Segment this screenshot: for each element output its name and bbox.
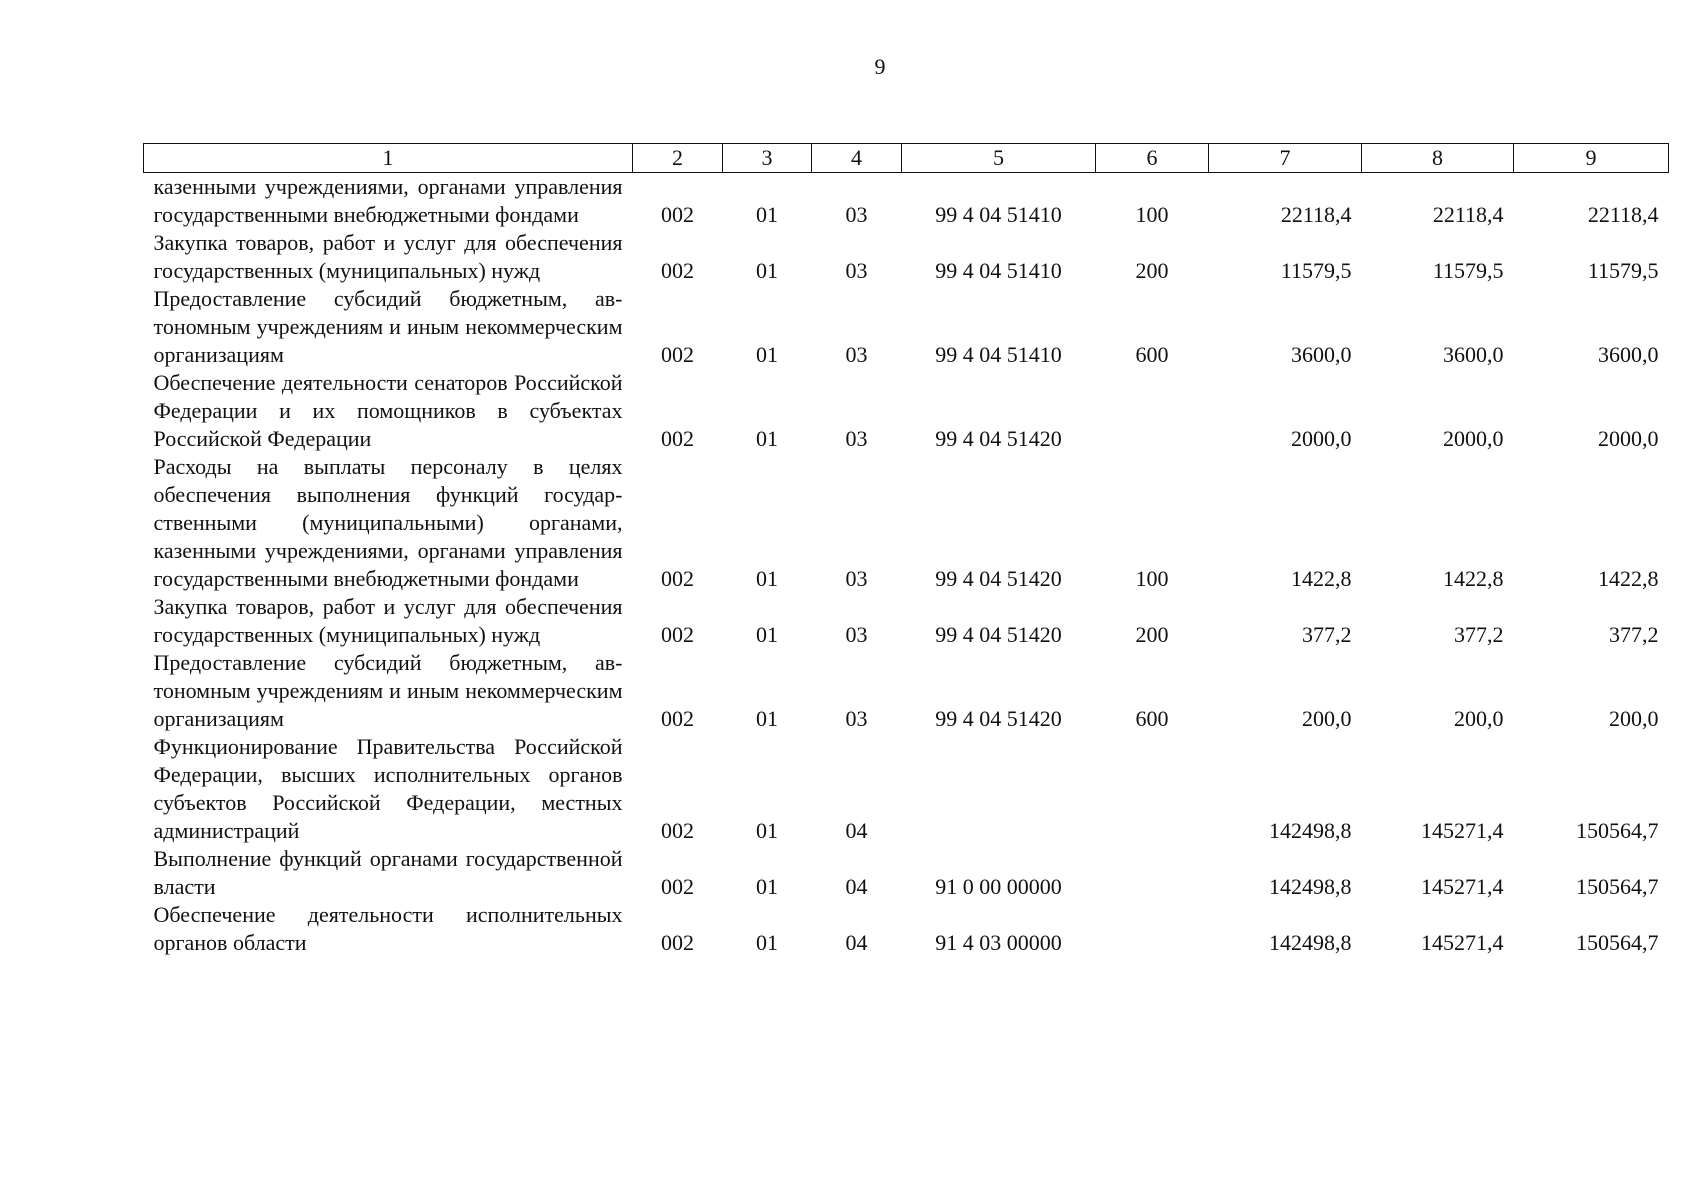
expense-name: Закупка товаров, работ и услуг для обеспечения государственных (муниципальных) нужд: [153, 594, 623, 647]
section-code: 01: [756, 930, 778, 955]
target-article-code: 99 4 04 51420: [935, 706, 1062, 731]
table-row: [144, 733, 1669, 845]
expense-name: Обеспечение деятельности сенаторов Российской Федерации и их помощников в субъектах Российской Федерации: [153, 370, 623, 451]
amount-col7: 200,0: [1302, 706, 1352, 731]
amount-col7: 142498,8: [1269, 818, 1352, 843]
subsection-code: 03: [845, 622, 868, 647]
subsection-code: 03: [845, 426, 868, 451]
expense-type-code: [1096, 369, 1209, 453]
expense-type-code: [1096, 901, 1209, 957]
column-header: 7: [1209, 144, 1362, 173]
amount-col9: 11579,5: [1587, 258, 1659, 283]
amount-col9: 1422,8: [1598, 566, 1659, 591]
amount-col8: 2000,0: [1443, 426, 1504, 451]
subsection-code: 03: [845, 706, 868, 731]
target-article-code: 99 4 04 51420: [935, 566, 1062, 591]
expense-type-code: 600: [1135, 706, 1169, 731]
subsection-code: 04: [845, 874, 868, 899]
ministry-code: 002: [661, 342, 694, 367]
target-article-code: 91 4 03 00000: [935, 930, 1062, 955]
expense-name: Выполнение функций органами государственной власти: [153, 846, 623, 899]
ministry-code: 002: [661, 202, 694, 227]
expense-type-code: 600: [1135, 342, 1169, 367]
ministry-code: 002: [661, 874, 694, 899]
amount-col7: 11579,5: [1280, 258, 1352, 283]
ministry-code: 002: [661, 258, 694, 283]
column-header: 9: [1514, 144, 1669, 173]
column-header: 8: [1362, 144, 1514, 173]
amount-col9: 3600,0: [1598, 342, 1659, 367]
section-code: 01: [756, 426, 778, 451]
ministry-code: 002: [661, 706, 694, 731]
table-row: [144, 453, 1669, 593]
amount-col8: 145271,4: [1421, 818, 1504, 843]
section-code: 01: [756, 342, 778, 367]
column-header: 2: [633, 144, 723, 173]
expense-type-code: [1096, 733, 1209, 845]
target-article-code: 99 4 04 51420: [935, 622, 1062, 647]
expense-type-code: 200: [1135, 622, 1169, 647]
ministry-code: 002: [661, 566, 694, 591]
amount-col7: 3600,0: [1291, 342, 1352, 367]
expense-type-code: 100: [1135, 202, 1169, 227]
expense-name: Расходы на выплаты персоналу в целях обеспечения выполнения функций государственными (муниципальными) органами, казенными учреждениями, органами управления государственными внебюджетными фондами: [153, 454, 623, 591]
page-number: 9: [874, 54, 886, 79]
amount-col8: 1422,8: [1443, 566, 1504, 591]
table-row: [144, 285, 1669, 369]
table-row: [144, 593, 1669, 649]
amount-col7: 142498,8: [1269, 874, 1352, 899]
amount-col7: 22118,4: [1280, 202, 1352, 227]
target-article-code: 91 0 00 00000: [935, 874, 1062, 899]
expense-name: Закупка товаров, работ и услуг для обеспечения государственных (муниципальных) нужд: [153, 230, 623, 283]
amount-col8: 377,2: [1454, 622, 1504, 647]
expense-type-code: 200: [1135, 258, 1169, 283]
amount-col8: 11579,5: [1432, 258, 1504, 283]
amount-col9: 200,0: [1609, 706, 1659, 731]
amount-col9: 377,2: [1609, 622, 1659, 647]
section-code: 01: [756, 622, 778, 647]
column-header: 4: [812, 144, 902, 173]
ministry-code: 002: [661, 622, 694, 647]
column-header: 5: [902, 144, 1096, 173]
amount-col8: 3600,0: [1443, 342, 1504, 367]
column-header: 1: [144, 144, 633, 173]
expense-name: Предоставление субсидий бюджетным, автономным учреждениям и иным некоммерческим организациям: [153, 650, 623, 731]
amount-col9: 2000,0: [1598, 426, 1659, 451]
table-row: [144, 649, 1669, 733]
expense-name: казенными учреждениями, органами управления государственными внебюджетными фондами: [153, 174, 623, 227]
ministry-code: 002: [661, 426, 694, 451]
expense-name: Предоставление субсидий бюджетным, автономным учреждениям и иным некоммерческим организациям: [153, 286, 623, 367]
section-code: 01: [756, 874, 778, 899]
expense-name: Обеспечение деятельности исполнительных органов области: [153, 902, 623, 955]
subsection-code: 04: [845, 818, 868, 843]
amount-col7: 142498,8: [1269, 930, 1352, 955]
amount-col7: 377,2: [1302, 622, 1352, 647]
target-article-code: 99 4 04 51420: [935, 426, 1062, 451]
amount-col9: 150564,7: [1576, 930, 1659, 955]
section-code: 01: [756, 566, 778, 591]
subsection-code: 04: [845, 930, 868, 955]
amount-col7: 1422,8: [1291, 566, 1352, 591]
subsection-code: 03: [845, 202, 868, 227]
table-row: [144, 901, 1669, 957]
subsection-code: 03: [845, 566, 868, 591]
table-row: [144, 173, 1669, 230]
expense-name: Функционирование Правительства Российской Федерации, высших исполнительных органов субъектов Российской Федерации, местных администраций: [153, 734, 623, 843]
amount-col7: 2000,0: [1291, 426, 1352, 451]
ministry-code: 002: [661, 930, 694, 955]
target-article-code: 99 4 04 51410: [935, 342, 1062, 367]
amount-col8: 145271,4: [1421, 930, 1504, 955]
amount-col8: 22118,4: [1432, 202, 1504, 227]
target-article-code: 99 4 04 51410: [935, 258, 1062, 283]
budget-table: [143, 143, 1669, 957]
column-header: 6: [1096, 144, 1209, 173]
section-code: 01: [756, 706, 778, 731]
amount-col9: 150564,7: [1576, 874, 1659, 899]
subsection-code: 03: [845, 342, 868, 367]
section-code: 01: [756, 202, 778, 227]
table-header-row: [144, 144, 1669, 173]
expense-type-code: [1096, 845, 1209, 901]
section-code: 01: [756, 818, 778, 843]
amount-col8: 145271,4: [1421, 874, 1504, 899]
subsection-code: 03: [845, 258, 868, 283]
amount-col9: 150564,7: [1576, 818, 1659, 843]
target-article-code: 99 4 04 51410: [935, 202, 1062, 227]
amount-col8: 200,0: [1454, 706, 1504, 731]
table-row: [144, 845, 1669, 901]
target-article-code: [902, 733, 1096, 845]
table-row: [144, 369, 1669, 453]
expense-type-code: 100: [1135, 566, 1169, 591]
section-code: 01: [756, 258, 778, 283]
ministry-code: 002: [661, 818, 694, 843]
amount-col9: 22118,4: [1587, 202, 1659, 227]
column-header: 3: [723, 144, 812, 173]
table-row: [144, 229, 1669, 285]
